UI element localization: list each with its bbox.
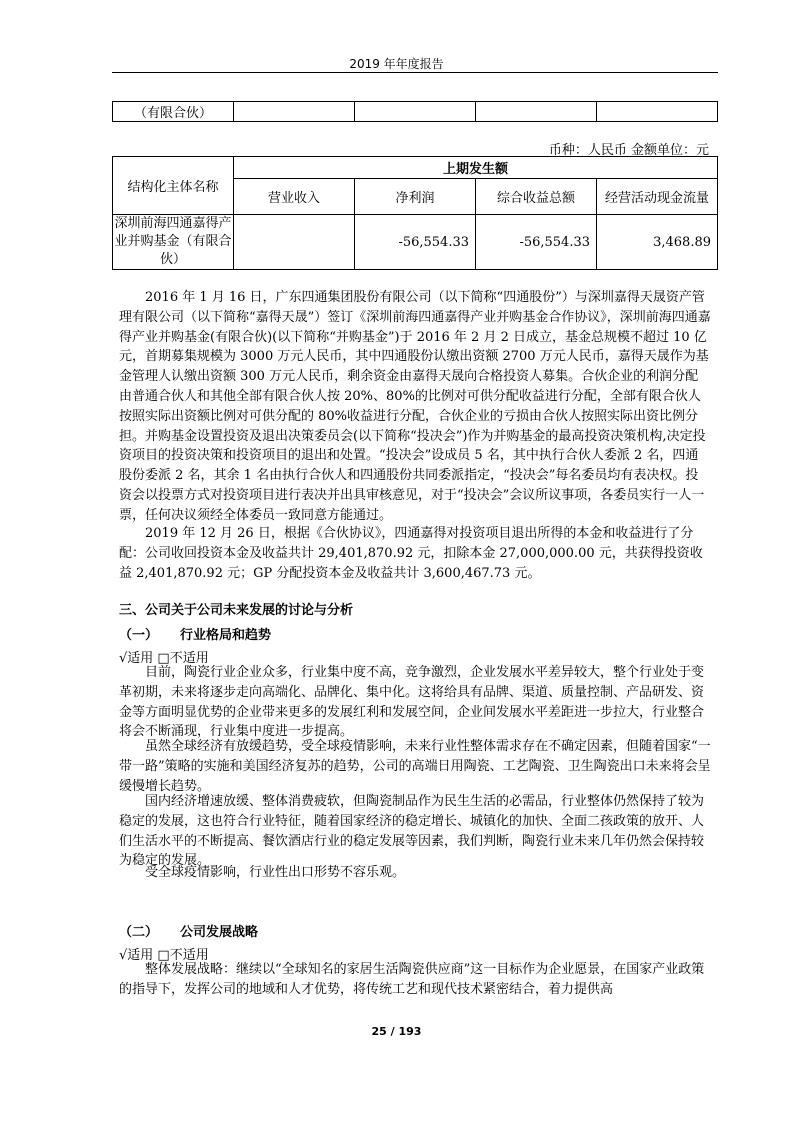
column-header: 净利润	[355, 179, 476, 215]
paragraph-industry-landscape: 目前，陶瓷行业企业众多，行业集中度不高，竞争激烈，企业发展水平差异较大，整个行业处于变革初期，未来将逐步走向高端化、品牌化、集中化。这将给具有品牌、渠道、质量控制、产品研发、资金等方面明显优势的企业带来更多的发展红利和发展空间，企业间发展水平差距进一步拉大，行业整合将会不断涌现，行业集中度进一步提高。	[119, 665, 705, 740]
revenue-value	[234, 215, 355, 270]
comprehensive-income-value: -56,554.33	[476, 215, 597, 270]
table-cell	[476, 102, 597, 122]
paragraph-epidemic-impact: 受全球疫情影响，行业性出口形势不容乐观。	[145, 865, 406, 880]
operating-cashflow-value: 3,468.89	[597, 215, 718, 270]
table-cell	[234, 102, 355, 122]
paragraph-fund-setup: 2016 年 1 月 16 日，广东四通集团股份有限公司（以下简称“四通股份”）与深圳嘉得天晟资产管理有限公司（以下简称“嘉得天晟”）签订《深圳前海四通嘉得产业并购基金合作协议》，深圳前海四通嘉得产业并购基金(有限合伙)(以下简称“并购基金”)于 2016 年 2 月 2 日成立，基金总规模不超过 10 亿元，首期募集规模为 3000 万元人民币，其中四通股份认缴出资额 2700 万元人民币，嘉得天晟作为基金管理人认缴出资额 300 万元人民币，剩余资金由嘉得天晟向合格投资人募集。合伙企业的利润分配由普通合伙人和其他全部有限合伙人按 20%、80%的比例对可供分配收益进行分配，全部有限合伙人按照实际出资额比例对可供分配的 80%收益进行分配，合伙企业的亏损由合伙人按照实际出资比例分担。并购基金设置投资及退出决策委员会(以下简称“投决会”)作为并购基金的最高投资决策机构,决定投资项目的投资决策和投资项目的退出和处置。“投决会”设成员 5 名，其中执行合伙人委派 2 名，四通股份委派 2 名，其余 1 名由执行合伙人和四通股份共同委派指定，“投决会”每名委员均有表决权。投资会以投票方式对投资项目进行表决并出具审核意见，对于“投决会”会议所议事项，各委员实行一人一票，任何决议须经全体委员一致同意方能通过。	[119, 290, 711, 523]
table-cell	[355, 102, 476, 122]
table-row	[113, 215, 718, 270]
header-divider	[112, 72, 718, 73]
structured-entity-table	[112, 156, 718, 270]
page-number: 25 / 193	[371, 1025, 422, 1038]
paragraph-strategy: 整体发展战略：继续以“全球知名的家居生活陶瓷供应商”这一目标作为企业愿景，在国家产业政策的指导下，发挥公司的地域和人才优势，将传统工艺和现代技术紧密结合，着力提供高	[119, 962, 705, 997]
column-header: 综合收益总额	[476, 179, 597, 215]
period-header: 上期发生额	[234, 157, 718, 179]
entity-name: 深圳前海四通嘉得产业并购基金（有限合伙）	[113, 215, 234, 270]
subsection-number: （二）	[119, 925, 159, 940]
column-header: 经营活动现金流量	[597, 179, 718, 215]
section-title: 三、公司关于公司未来发展的讨论与分析	[119, 603, 354, 618]
table-cell	[597, 102, 718, 122]
row-header: 结构化主体名称	[113, 157, 234, 215]
subsection-title: 行业格局和趋势	[180, 628, 272, 643]
report-header: 2019 年年度报告	[349, 57, 444, 71]
paragraph-domestic-outlook: 国内经济增速放缓、整体消费疲软，但陶瓷制品作为民生生活的必需品，行业整体仍然保持了较为稳定的发展，这也符合行业特征，随着国家经济的稳定增长、城镇化的加快、全面二孩政策的放开、人们生活水平的不断提高、餐饮酒店行业的稳定发展等因素，我们判断，陶瓷行业未来几年仍然会保持较为稳定的发展。	[119, 794, 705, 869]
subsection-1-heading	[119, 624, 271, 643]
column-header: 营业收入	[234, 179, 355, 215]
currency-note: 币种：人民币 金额单位：元	[548, 143, 709, 158]
net-profit-value: -56,554.33	[355, 215, 476, 270]
subsection-title: 公司发展战略	[180, 925, 259, 940]
table-cell: （有限合伙）	[113, 102, 234, 122]
applicability-option: √适用 □不适用	[119, 651, 209, 666]
table-top-remnant	[112, 101, 718, 122]
applicability-option: √适用 □不适用	[119, 948, 209, 963]
subsection-2-heading	[119, 921, 258, 940]
subsection-number: （一）	[119, 628, 159, 643]
paragraph-export-outlook: 虽然全球经济有放缓趋势，受全球疫情影响，未来行业性整体需求存在不确定因素，但随着国家“一带一路”策略的实施和美国经济复苏的趋势，公司的高端日用陶瓷、工艺陶瓷、卫生陶瓷出口未来将会呈缓慢增长趋势。	[119, 739, 711, 794]
paragraph-fund-distribution: 2019 年 12 月 26 日，根据《合伙协议》，四通嘉得对投资项目退出所得的本金和收益进行了分配：公司收回投资本金及收益共计 29,401,870.92 元，扣除本金 27,000,000.00 元，共获得投资收益 2,401,870.92 元；GP 分配投资本金及收益共计 3,600,467.73 元。	[119, 526, 703, 581]
